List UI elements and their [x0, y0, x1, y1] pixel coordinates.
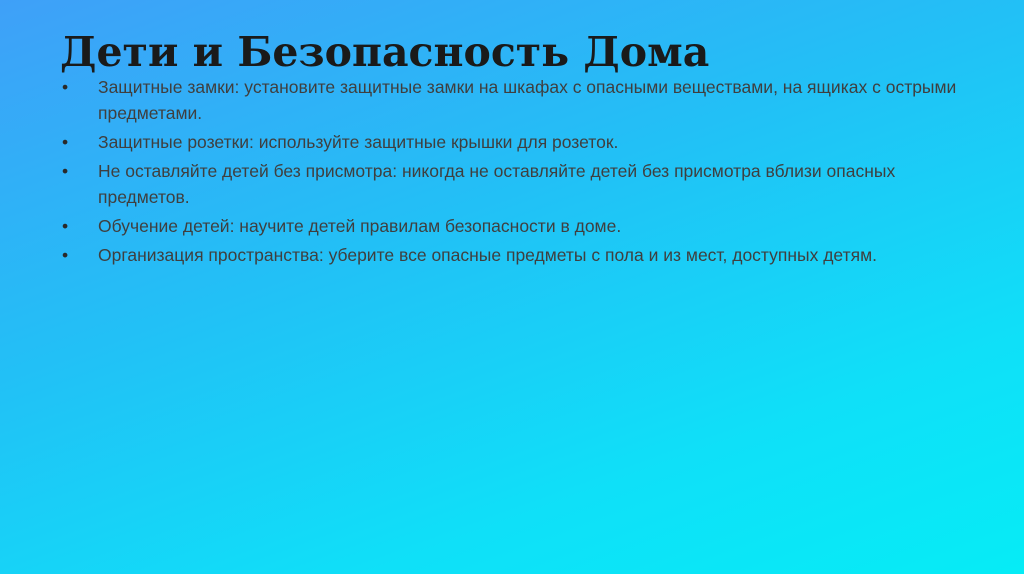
bullet-item-space-organization — [60, 242, 980, 268]
bullet-item-supervision — [60, 158, 980, 210]
bullet-icon: • — [62, 216, 69, 236]
bullet-item-outlet-covers — [60, 129, 980, 155]
slide-title: Дети и Безопасность Дома — [60, 28, 710, 76]
bullet-list — [60, 74, 980, 271]
bullet-icon: • — [62, 161, 69, 181]
bullet-icon: • — [62, 132, 69, 152]
bullet-text: Организация пространства: уберите все опасные предметы с пола и из мест, доступных детям. — [98, 245, 877, 265]
bullet-text: Обучение детей: научите детей правилам безопасности в доме. — [98, 216, 622, 236]
bullet-icon: • — [62, 245, 69, 265]
bullet-icon: • — [62, 77, 69, 97]
bullet-text: Не оставляйте детей без присмотра: никогда не оставляйте детей без присмотра вблизи опасных предметов. — [98, 161, 896, 207]
bullet-text: Защитные замки: установите защитные замки на шкафах с опасными веществами, на ящиках с острыми предметами. — [98, 77, 957, 123]
bullet-item-safety-locks — [60, 74, 980, 126]
bullet-text: Защитные розетки: используйте защитные крышки для розеток. — [98, 132, 619, 152]
bullet-item-teaching — [60, 213, 980, 239]
